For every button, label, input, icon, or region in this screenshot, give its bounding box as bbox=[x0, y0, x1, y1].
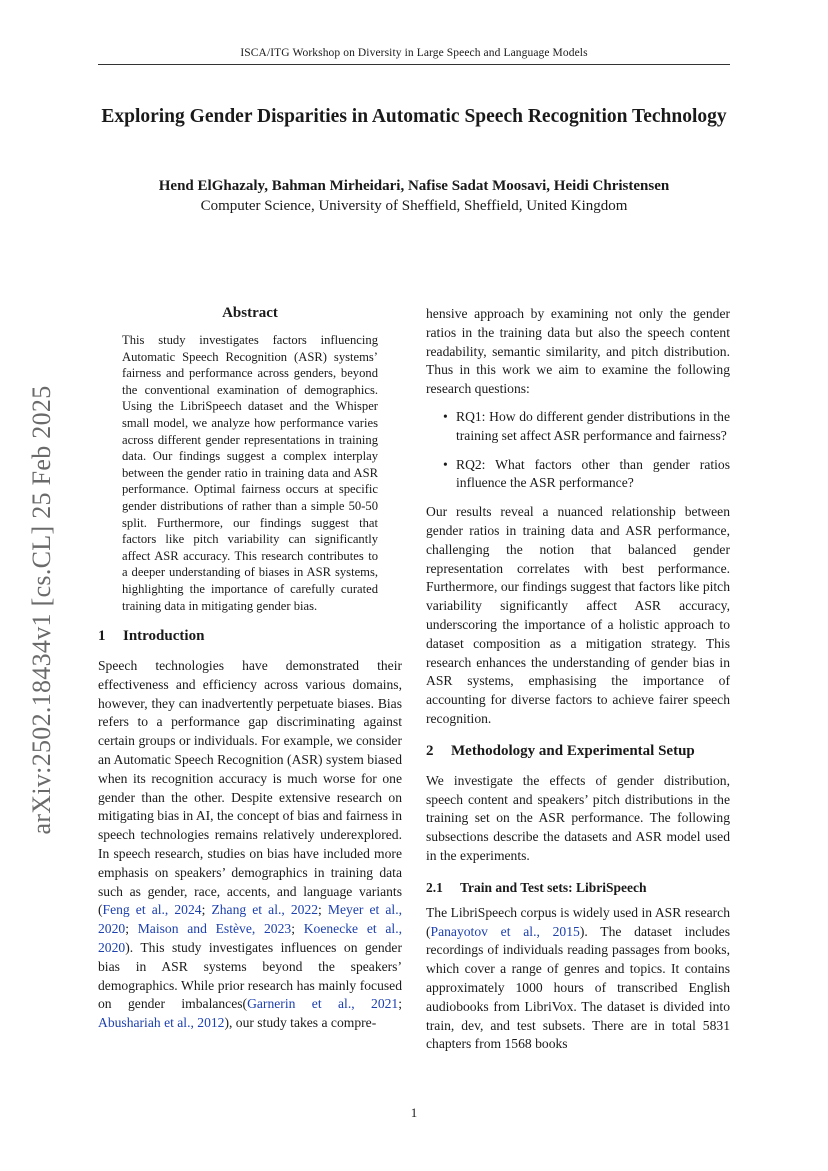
intro-paragraph-2: hensive approach by examining not only the gender ratios in the training data but also the speech content readability, semantic similarity, and pitch distribution. Thus in this work we aim to examine the following research questions: bbox=[426, 306, 730, 397]
running-head: ISCA/ITG Workshop on Diversity in Large Speech and Language Models bbox=[240, 47, 588, 59]
citation-link[interactable]: Garnerin et al., 2021 bbox=[247, 996, 399, 1012]
intro-text: ), our study takes a compre- bbox=[224, 1015, 377, 1031]
citation-link[interactable]: Koenecke et al., 2020 bbox=[98, 921, 402, 956]
paper-title: Exploring Gender Disparities in Automatic Speech Recognition Technology bbox=[101, 106, 727, 127]
bullet-icon: • bbox=[443, 408, 448, 424]
author-list: Hend ElGhazaly, Bahman Mirheidari, Nafise Sadat Moosavi, Heidi Christensen bbox=[158, 178, 670, 194]
research-question-list bbox=[426, 408, 730, 493]
subsection-number: 2.1 bbox=[426, 879, 443, 895]
intro-text: Speech technologies have demonstrated their effectiveness and efficiency across various domains, however, they can inadvertently perpetuate biases. Bias refers to a performance gap discriminating against certain groups or individuals. For example, we consider an Automatic Speech Recognition (ASR) system biased when its recognition accuracy is much worse for one gender than the other. Despite extensive research on mitigating bias in AI, the concept of bias and fairness in speech technologies remains relatively underexplored. In speech research, studies on bias have included more emphasis on speakers’ demographics in training data such as gender, race, accents, and language variants ( bbox=[98, 658, 402, 918]
intro-paragraph-3: Our results reveal a nuanced relationship between gender ratios in training data and ASR performance, challenging the notion that balanced gender representation correlates with best performance. Furthermore, our findings suggest that factors like pitch variability significantly affect ASR accuracy, underscoring the importance of a holistic approach to dataset composition as a mitigation strategy. This research enhances the understanding of gender bias in ASR systems, emphasising the importance of accounting for diverse factors to achieve fairer speech recognition. bbox=[426, 504, 730, 726]
section-number: 2 bbox=[426, 742, 434, 759]
citation-link[interactable]: Meyer et al., 2020 bbox=[98, 902, 402, 937]
research-question-text: RQ2: What factors other than gender ratios influence the ASR performance? bbox=[456, 456, 730, 491]
header-rule bbox=[98, 64, 730, 65]
methodology-text: ). The dataset includes recordings of individuals reading passages from books, which cover a range of genres and topics. It contains approximately 1000 hours of transcribed English audiobooks from LibriVox. The dataset is divided into train, dev, and test subsets. There are in total 5831 chapters from 1568 books bbox=[426, 923, 730, 1052]
section-heading-methodology bbox=[426, 743, 730, 760]
methodology-text: The LibriSpeech corpus is widely used in ASR research ( bbox=[426, 904, 730, 939]
abstract-text: This study investigates factors influencing Automatic Speech Recognition (ASR) systems’ fairness and performance across genders, beyond the conventional examination of demographics. Using the LibriSpeech dataset and the Whisper small model, we analyze how performance varies across different gender representations in training data. Our findings suggest a complex interplay between the gender ratio in training data and ASR performance. Optimal fairness occurs at specific gender distributions of rather than a simple 50-50 split. Furthermore, our findings suggest that factors like pitch variability can significantly affect ASR accuracy. This research contributes to a deeper understanding of biases in ASR systems, highlighting the importance of carefully curated training data in mitigating gender bias. bbox=[122, 333, 378, 613]
citation-link[interactable]: Feng et al., 2024 bbox=[102, 902, 202, 918]
page-number: 1 bbox=[410, 1105, 418, 1120]
intro-text: ). This study investigates influences on gender bias in ASR systems beyond the speakers’ demographics. While prior research has mainly focused on gender imbalances( bbox=[98, 940, 402, 1012]
section-heading-introduction bbox=[98, 628, 402, 645]
abstract-heading: Abstract bbox=[222, 305, 278, 321]
left-column bbox=[98, 305, 402, 1033]
list-item bbox=[426, 408, 730, 446]
citation-link[interactable]: Abushariah et al., 2012 bbox=[98, 1015, 225, 1031]
citation-link[interactable]: Zhang et al., 2022 bbox=[211, 902, 319, 918]
methodology-paragraph-1: We investigate the effects of gender distribution, speech content and speakers’ pitch distributions in the training set on the ASR performance. The following subsections describe the datasets and ASR model used in the experiments. bbox=[426, 772, 730, 863]
list-item bbox=[426, 456, 730, 494]
right-column bbox=[426, 305, 730, 1054]
section-title: Introduction bbox=[123, 628, 205, 645]
citation-link[interactable]: Maison and Estève, 2023 bbox=[137, 921, 292, 937]
section-title: Methodology and Experimental Setup bbox=[451, 742, 695, 759]
affiliation: Computer Science, University of Sheffield, Sheffield, United Kingdom bbox=[200, 198, 628, 214]
subsection-heading-librispeech bbox=[426, 880, 730, 896]
section-number: 1 bbox=[98, 628, 106, 645]
citation-separator: ; bbox=[125, 921, 138, 937]
citation-separator: ; bbox=[291, 921, 304, 937]
citation-separator: ; bbox=[398, 996, 402, 1012]
citation-separator: ; bbox=[318, 902, 328, 918]
methodology-paragraph-2 bbox=[426, 904, 730, 1054]
citation-separator: ; bbox=[201, 902, 212, 918]
subsection-title: Train and Test sets: LibriSpeech bbox=[460, 879, 647, 895]
intro-paragraph-1 bbox=[98, 657, 402, 1033]
bullet-icon: • bbox=[443, 456, 448, 472]
citation-link[interactable]: Panayotov et al., 2015 bbox=[430, 923, 580, 939]
research-question-text: RQ1: How do different gender distributions in the training set affect ASR performance and fairness? bbox=[456, 408, 730, 443]
arxiv-identifier-stamp: arXiv:2502.18434v1 [cs.CL] 25 Feb 2025 bbox=[27, 385, 56, 835]
